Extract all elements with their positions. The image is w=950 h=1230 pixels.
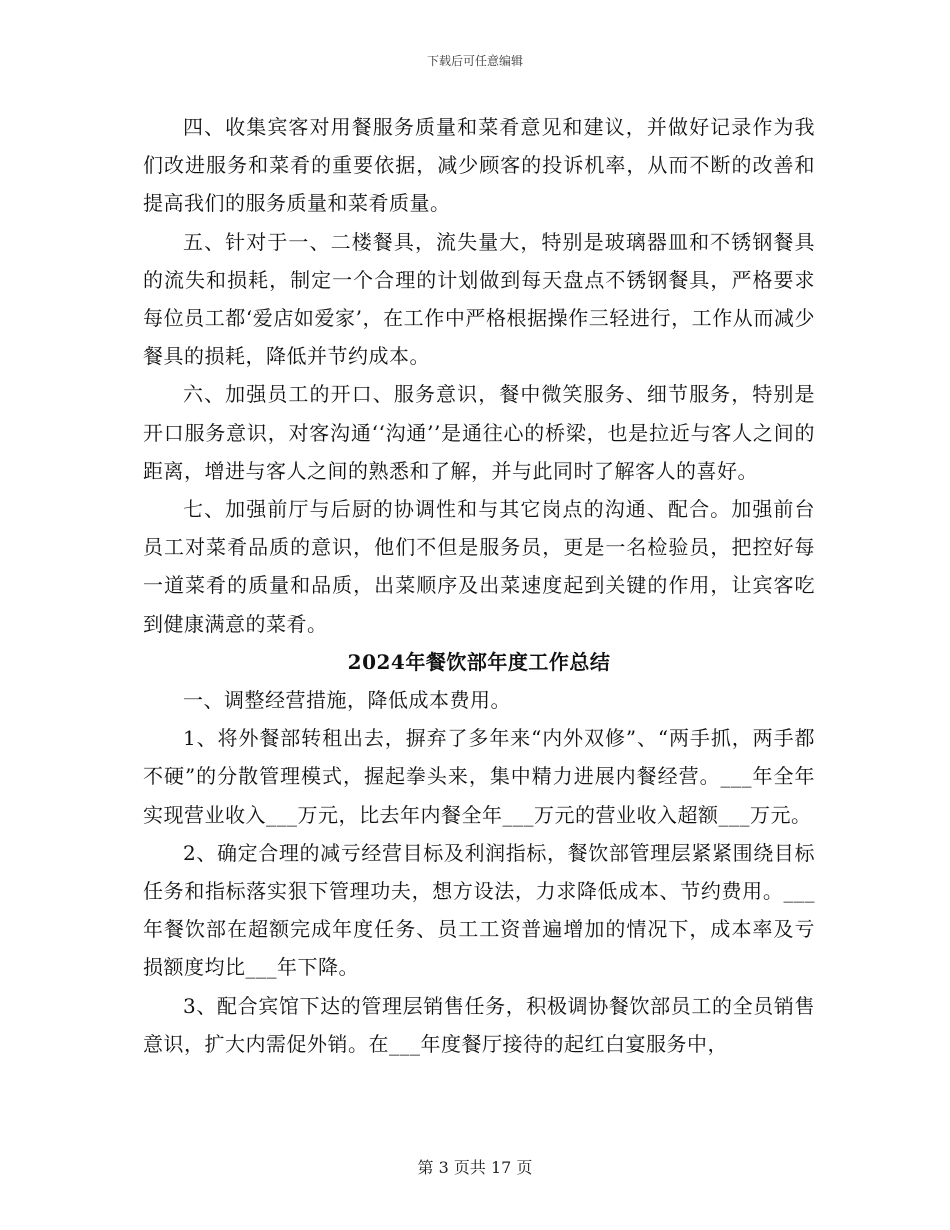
page-header-note: 下载后可任意编辑 xyxy=(426,54,523,68)
page-number: 第 3 页共 17 页 xyxy=(417,1158,533,1177)
section-title: 2024年餐饮部年度工作总结 xyxy=(347,649,611,674)
paragraph-item-five: 五、针对于一、二楼餐具，流失量大，特别是玻璃器皿和不锈钢餐具的流失和损耗，制定一个合理的计划做到每天盘点不锈钢餐具，严格要求每位员工都‘爱店如爱家’，在工作中严格根据操作三轻进行，工作从而减少餐具的损耗，降低并节约成本。 xyxy=(143,229,815,369)
paragraph-point-3: 3、配合宾馆下达的管理层销售任务，积极调协餐饮部员工的全员销售意识，扩大内需促外销。在___年度餐厅接待的起红白宴服务中， xyxy=(143,993,815,1056)
paragraph-item-four: 四、收集宾客对用餐服务质量和菜肴意见和建议，并做好记录作为我们改进服务和菜肴的重要依据，减少顾客的投诉机率，从而不断的改善和提高我们的服务质量和菜肴质量。 xyxy=(143,115,815,216)
paragraph-item-seven: 七、加强前厅与后厨的协调性和与其它岗点的沟通、配合。加强前台员工对菜肴品质的意识，他们不但是服务员，更是一名检验员，把控好每一道菜肴的质量和品质，出菜顺序及出菜速度起到关键的作用，让宾客吃到健康满意的菜肴。 xyxy=(143,497,815,636)
paragraph-point-2: 2、确定合理的减亏经营目标及利润指标，餐饮部管理层紧紧围绕目标任务和指标落实狠下管理功夫，想方设法，力求降低成本、节约费用。___年餐饮部在超额完成年度任务、员工工资普遍增加的情况下，成本率及亏损额度均比___年下降。 xyxy=(143,840,815,980)
document-body xyxy=(143,108,815,1063)
paragraph-item-six: 六、加强员工的开口、服务意识，餐中微笑服务、细节服务，特别是开口服务意识，对客沟通‘‘沟通’’是通往心的桥梁，也是拉近与客人之间的距离，增进与客人之间的熟悉和了解，并与此同时了解客人的喜好。 xyxy=(143,382,815,483)
paragraph-point-1: 1、将外餐部转租出去，摒弃了多年来“内外双修”、“两手抓，两手都不硬”的分散管理模式，握起拳头来，集中精力进展内餐经营。___年全年实现营业收入___万元，比去年内餐全年___万元的营业收入超额___万元。 xyxy=(143,726,815,827)
section-heading-one: 一、调整经营措施，降低成本费用。 xyxy=(183,688,511,713)
